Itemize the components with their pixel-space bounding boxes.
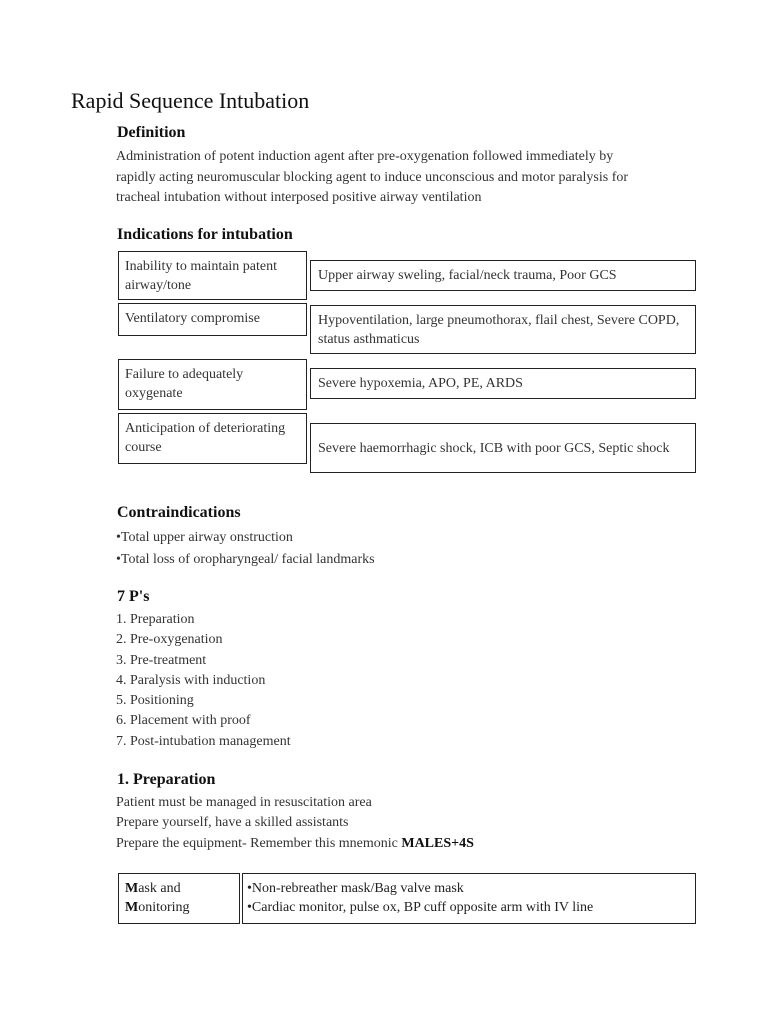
males-left-line: Mask and: [125, 881, 181, 896]
list-item: •Total loss of oropharyngeal/ facial landmarks: [116, 551, 375, 567]
list-item: 7. Post-intubation management: [116, 733, 291, 749]
indications-heading: Indications for intubation: [117, 226, 293, 243]
mnemonic-prefix: Prepare the equipment- Remember this mnemonic: [116, 835, 402, 851]
males-table-left-cell: [118, 873, 240, 924]
list-item: 6. Placement with proof: [116, 713, 251, 729]
males-table-right-cell: [242, 873, 696, 924]
mnemonic: MALES+4S: [401, 835, 474, 851]
indication-left-cell: Ventilatory compromise: [118, 303, 307, 336]
page-title: Rapid Sequence Intubation: [71, 88, 310, 113]
males-table: [118, 873, 696, 924]
indication-left-cell: Failure to adequately oxygenate: [118, 359, 307, 410]
indication-right-cell: Severe hypoxemia, APO, PE, ARDS: [310, 368, 696, 399]
contraindications-heading: Contraindications: [117, 504, 241, 521]
list-item: 2. Pre-oxygenation: [116, 632, 223, 648]
seven-ps-heading: 7 P's: [117, 588, 150, 605]
indication-right-cell: Severe haemorrhagic shock, ICB with poor GCS, Septic shock: [310, 423, 696, 473]
males-left-line: Monitoring: [125, 900, 190, 915]
list-item: 3. Pre-treatment: [116, 652, 207, 668]
definition-text: [116, 147, 716, 209]
indication-right-cell: Hypoventilation, large pneumothorax, flail chest, Severe COPD, status asthmaticus: [310, 305, 696, 354]
indication-right-cell: Upper airway sweling, facial/neck trauma, Poor GCS: [310, 260, 696, 291]
definition-line: Administration of potent induction agent after pre-oxygenation followed immediately by: [116, 149, 614, 164]
males-right-line: •Cardiac monitor, pulse ox, BP cuff opposite arm with IV line: [247, 900, 594, 915]
males-right-line: •Non-rebreather mask/Bag valve mask: [247, 881, 464, 896]
list-item: 5. Positioning: [116, 693, 194, 709]
indication-left-cell: Inability to maintain patent airway/tone: [118, 251, 307, 300]
preparation-line: Prepare yourself, have a skilled assistants: [116, 815, 349, 831]
list-item: 4. Paralysis with induction: [116, 672, 266, 688]
preparation-line: Patient must be managed in resuscitation area: [116, 795, 372, 810]
definition-heading: Definition: [117, 124, 186, 141]
seven-ps-list: [116, 610, 291, 752]
preparation-text: [116, 793, 474, 854]
contraindications-list: [116, 527, 375, 570]
definition-line: rapidly acting neuromuscular blocking agent to induce unconscious and motor paralysis for: [116, 169, 629, 185]
preparation-heading: 1. Preparation: [117, 771, 216, 788]
preparation-line: [116, 834, 474, 854]
list-item: •Total upper airway onstruction: [116, 530, 293, 545]
indication-left-cell: Anticipation of deteriorating course: [118, 413, 307, 464]
definition-line: tracheal intubation without interposed positive airway ventilation: [116, 190, 482, 205]
list-item: 1. Preparation: [116, 612, 195, 627]
